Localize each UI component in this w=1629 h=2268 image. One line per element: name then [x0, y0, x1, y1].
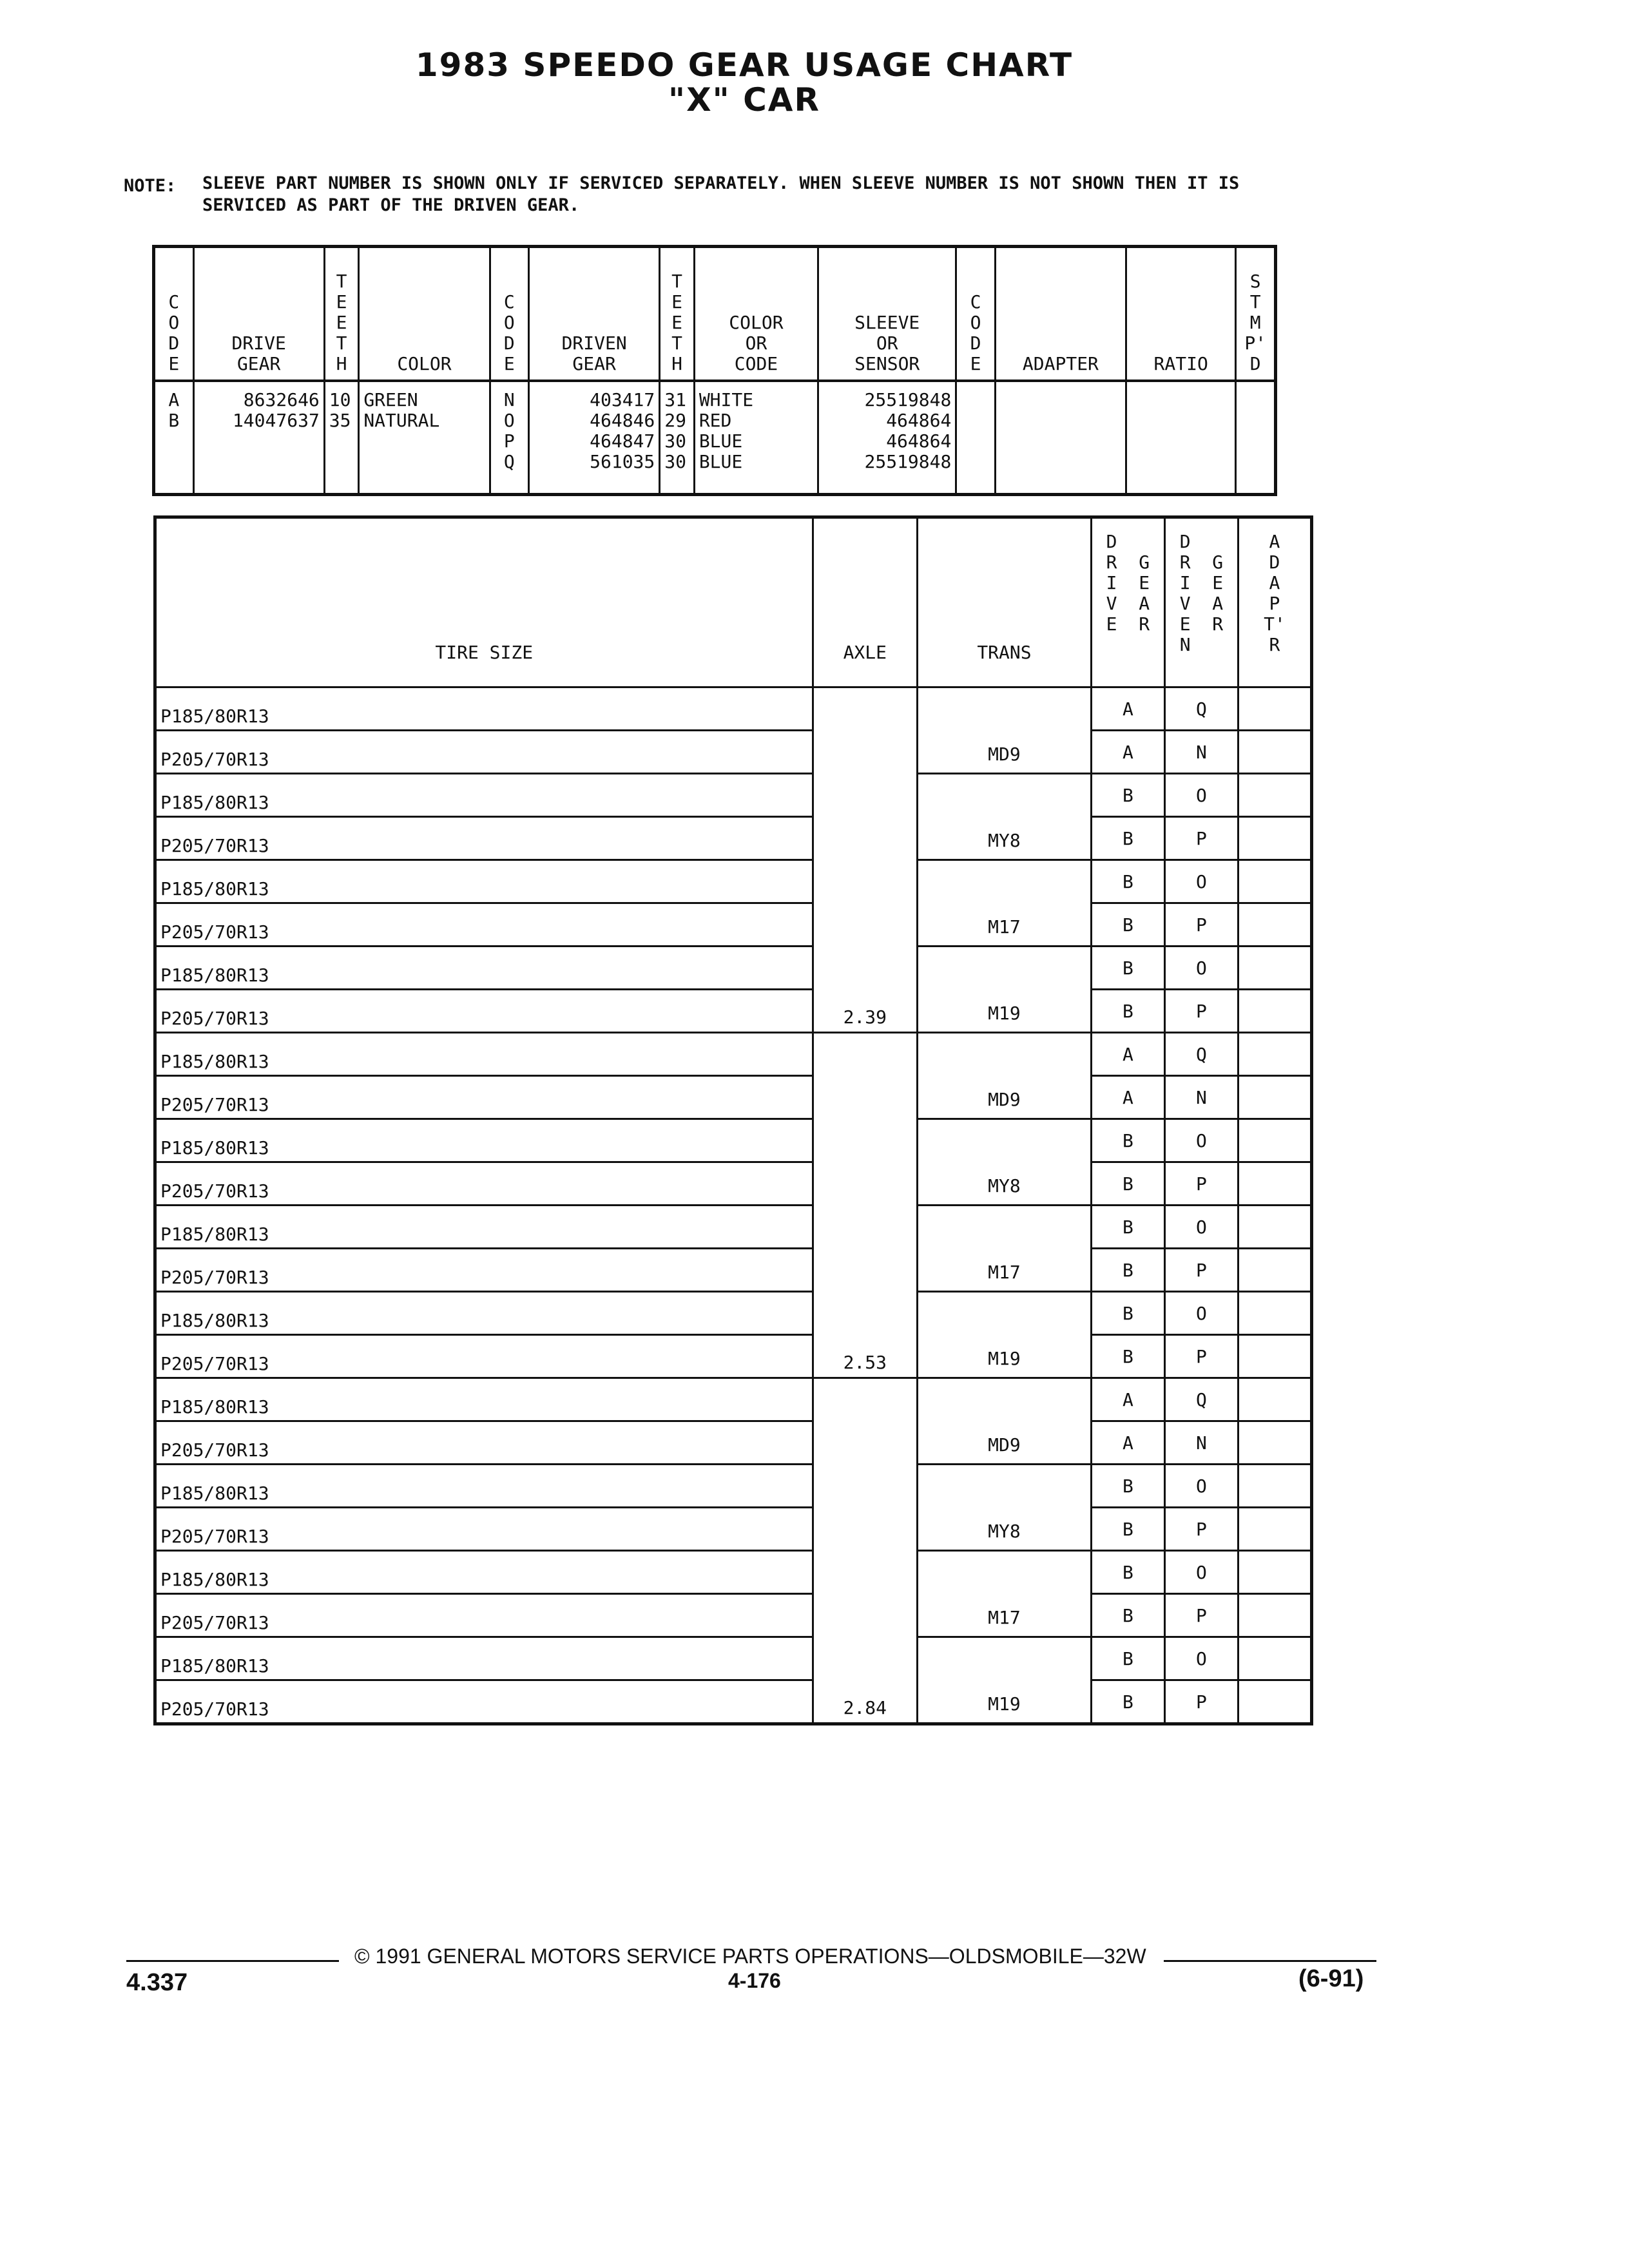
drive-gear-code-cell: B [1091, 1292, 1164, 1335]
tire-size-cell: P185/80R13 [155, 1206, 813, 1249]
line-item: T [336, 332, 347, 354]
line-item: 31 [664, 389, 686, 410]
gear-spec-body-row [154, 381, 1276, 495]
line-item: P' [1244, 332, 1267, 354]
tire-size-cell: P185/80R13 [155, 1465, 813, 1508]
line-item: O [503, 410, 515, 431]
code-3-cell [956, 381, 995, 495]
table-row [155, 1119, 1312, 1162]
line-item: R [1269, 634, 1280, 655]
line-item: CODE [734, 353, 778, 374]
table-row [155, 1206, 1312, 1249]
drive-gear-code-cell: B [1091, 1508, 1164, 1551]
line-item: OR [876, 332, 898, 354]
driven-gear-code-cell: P [1164, 817, 1238, 860]
table-row [155, 1378, 1312, 1421]
table-row [155, 903, 1312, 947]
line-item: E [168, 353, 180, 374]
header-sleeve-or-sensor [818, 247, 956, 381]
adapter-code-cell [1238, 1421, 1311, 1465]
trans-cell: M19 [918, 1637, 1092, 1724]
header-tire-size: TIRE SIZE [155, 517, 813, 687]
tire-size-cell: P205/70R13 [155, 731, 813, 774]
line-item: C [970, 291, 981, 312]
line-item: N [503, 389, 515, 410]
tire-size-cell: P205/70R13 [155, 990, 813, 1033]
adapter-code-cell [1238, 947, 1311, 990]
drive-gear-code-cell: B [1091, 1206, 1164, 1249]
drive-gear-code-cell: B [1091, 1594, 1164, 1637]
tire-size-cell: P185/80R13 [155, 1033, 813, 1076]
trans-cell: MD9 [918, 687, 1092, 774]
adapter-code-cell [1238, 817, 1311, 860]
trans-cell: MY8 [918, 1119, 1092, 1206]
driven-gear-code-cell: O [1164, 774, 1238, 817]
adapter-code-cell [1238, 1637, 1311, 1680]
page-subtitle: "X" CAR [668, 81, 820, 119]
trans-cell: MD9 [918, 1378, 1092, 1465]
header-ratio: RATIO [1126, 247, 1236, 381]
line-item: E [671, 312, 682, 333]
line-item: 29 [664, 410, 686, 431]
line-item: GEAR [572, 353, 616, 374]
driven-gear-code-cell: Q [1164, 1378, 1238, 1421]
drive-gear-code-cell: B [1091, 1551, 1164, 1594]
driven-teeth-cell [660, 381, 695, 495]
table-row [155, 1551, 1312, 1594]
drive-gear-code-cell: B [1091, 990, 1164, 1033]
line-item: GREEN [363, 389, 418, 410]
sleeves-cell [818, 381, 956, 495]
line-item: 25519848 [864, 389, 952, 410]
table-row [155, 1292, 1312, 1335]
line-item: R G [1179, 552, 1224, 573]
drive-gear-code-cell: B [1091, 1637, 1164, 1680]
driven-gear-code-cell: O [1164, 860, 1238, 903]
line-item: A [1269, 531, 1280, 552]
table-row [155, 1076, 1312, 1119]
driven-gear-code-cell: O [1164, 1465, 1238, 1508]
line-item: E [671, 291, 682, 312]
adapter-code-cell [1238, 1508, 1311, 1551]
line-item: D [1249, 353, 1261, 374]
header-drive-gear-code [1091, 517, 1164, 687]
header-axle: AXLE [813, 517, 918, 687]
adapter-code-cell [1238, 1594, 1311, 1637]
line-item: D [168, 332, 180, 354]
line-item: COLOR [729, 312, 784, 333]
line-item: E [970, 353, 981, 374]
driven-codes-cell [490, 381, 528, 495]
usage-table [153, 515, 1313, 1725]
line-item: E [336, 312, 347, 333]
trans-cell: MY8 [918, 774, 1092, 860]
adapter-code-cell [1238, 860, 1311, 903]
driven-gear-code-cell: P [1164, 1508, 1238, 1551]
note-label: NOTE: [124, 176, 177, 196]
tire-size-cell: P205/70R13 [155, 1335, 813, 1378]
table-row [155, 817, 1312, 860]
line-item: E [336, 291, 347, 312]
line-item: BLUE [699, 451, 743, 472]
gear-spec-table [152, 245, 1277, 496]
tire-size-cell: P205/70R13 [155, 1594, 813, 1637]
tire-size-cell: P205/70R13 [155, 1508, 813, 1551]
trans-cell: MD9 [918, 1033, 1092, 1119]
header-teeth-2 [660, 247, 695, 381]
line-item: WHITE [699, 389, 754, 410]
line-item: D [503, 332, 515, 354]
line-item: V A [1106, 593, 1150, 614]
table-row [155, 1033, 1312, 1076]
line-item: NATURAL [363, 410, 440, 431]
tire-size-cell: P205/70R13 [155, 1076, 813, 1119]
drive-gear-code-cell: B [1091, 947, 1164, 990]
table-row [155, 687, 1312, 731]
line-item: 464846 [590, 410, 655, 431]
tire-size-cell: P185/80R13 [155, 1637, 813, 1680]
note-line-1: SLEEVE PART NUMBER IS SHOWN ONLY IF SERVICED SEPARATELY. WHEN SLEEVE NUMBER IS NOT SHOWN THEN IT IS [202, 173, 1240, 193]
line-item: C [503, 291, 515, 312]
table-row [155, 1421, 1312, 1465]
line-item: P [503, 430, 515, 452]
line-item: DRIVEN [561, 332, 627, 354]
driven-gear-code-cell: O [1164, 1206, 1238, 1249]
drive-gear-code-cell: B [1091, 903, 1164, 947]
drive-gear-code-cell: B [1091, 1119, 1164, 1162]
line-item: 25519848 [864, 451, 952, 472]
table-row [155, 1508, 1312, 1551]
driven-gear-code-cell: P [1164, 1249, 1238, 1292]
drive-teeth-cell [324, 381, 359, 495]
driven-gears-cell [529, 381, 660, 495]
drive-gear-code-cell: A [1091, 731, 1164, 774]
header-code-1 [154, 247, 194, 381]
driven-colors-cell [694, 381, 818, 495]
table-row [155, 1162, 1312, 1206]
line-item: M [1249, 312, 1261, 333]
table-row [155, 947, 1312, 990]
line-item: 35 [329, 410, 351, 431]
header-color-or-code [694, 247, 818, 381]
header-color: COLOR [359, 247, 490, 381]
line-item: T [336, 271, 347, 292]
line-item: RED [699, 410, 732, 431]
drive-gear-code-cell: A [1091, 687, 1164, 731]
axle-cell: 2.39 [813, 687, 918, 1033]
table-row [155, 1335, 1312, 1378]
usage-header-row [155, 517, 1312, 687]
line-item: 10 [329, 389, 351, 410]
driven-gear-code-cell: P [1164, 1680, 1238, 1724]
footer-page-center: 4-176 [728, 1969, 781, 1992]
line-item: T [671, 332, 682, 354]
footer-page-left: 4.337 [126, 1969, 188, 1996]
adapter-code-cell [1238, 1465, 1311, 1508]
tire-size-cell: P185/80R13 [155, 1119, 813, 1162]
line-item: 403417 [590, 389, 655, 410]
driven-gear-code-cell: P [1164, 990, 1238, 1033]
driven-gear-code-cell: P [1164, 1335, 1238, 1378]
line-item: OR [745, 332, 767, 354]
line-item: T [671, 271, 682, 292]
trans-cell: M17 [918, 1551, 1092, 1637]
drive-gears-cell [193, 381, 324, 495]
header-adapter-code [1238, 517, 1311, 687]
tire-size-cell: P205/70R13 [155, 903, 813, 947]
line-item: DRIVE [231, 332, 286, 354]
adapter-code-cell [1238, 1378, 1311, 1421]
drive-gear-code-cell: A [1091, 1076, 1164, 1119]
line-item: N [1179, 634, 1224, 655]
driven-gear-code-cell: O [1164, 1119, 1238, 1162]
tire-size-cell: P205/70R13 [155, 1421, 813, 1465]
tire-size-cell: P185/80R13 [155, 860, 813, 903]
table-row [155, 1680, 1312, 1724]
line-item: V A [1179, 593, 1224, 614]
line-item: 30 [664, 430, 686, 452]
page-title: 1983 SPEEDO GEAR USAGE CHART [415, 46, 1074, 84]
table-row [155, 1465, 1312, 1508]
drive-gear-code-cell: B [1091, 1680, 1164, 1724]
driven-gear-code-cell: O [1164, 1637, 1238, 1680]
header-adapter: ADAPTER [995, 247, 1126, 381]
line-item: 464847 [590, 430, 655, 452]
adapter-code-cell [1238, 1119, 1311, 1162]
axle-cell: 2.84 [813, 1378, 918, 1724]
header-driven-gear-code [1164, 517, 1238, 687]
adapter-code-cell [1238, 903, 1311, 947]
footer-copyright: © 1991 GENERAL MOTORS SERVICE PARTS OPERATIONS—OLDSMOBILE—32W [354, 1945, 1146, 1968]
adapter-code-cell [1238, 1551, 1311, 1594]
trans-cell: M19 [918, 947, 1092, 1033]
line-item: P [1269, 593, 1280, 614]
trans-cell: M17 [918, 860, 1092, 947]
note-line-2: SERVICED AS PART OF THE DRIVEN GEAR. [202, 195, 580, 215]
line-item: O [970, 312, 981, 333]
line-item: A [168, 389, 180, 410]
line-item: B [168, 410, 180, 431]
line-item: T' [1264, 613, 1286, 635]
line-item: O [168, 312, 180, 333]
footer-rule-left [126, 1960, 339, 1962]
driven-gear-code-cell: Q [1164, 1033, 1238, 1076]
trans-cell: M17 [918, 1206, 1092, 1292]
adapter-code-cell [1238, 1680, 1311, 1724]
tire-size-cell: P205/70R13 [155, 1162, 813, 1206]
drive-gear-code-cell: B [1091, 774, 1164, 817]
table-row [155, 774, 1312, 817]
header-code-2 [490, 247, 528, 381]
drive-gear-code-cell: A [1091, 1378, 1164, 1421]
driven-gear-code-cell: O [1164, 1551, 1238, 1594]
adapter-code-cell [1238, 1249, 1311, 1292]
adapter-code-cell [1238, 774, 1311, 817]
header-stmpd [1236, 247, 1276, 381]
tire-size-cell: P185/80R13 [155, 774, 813, 817]
line-item: BLUE [699, 430, 743, 452]
line-item: GEAR [236, 353, 281, 374]
line-item: 30 [664, 451, 686, 472]
drive-gear-code-cell: B [1091, 1335, 1164, 1378]
driven-gear-code-cell: N [1164, 1421, 1238, 1465]
line-item: 464864 [886, 410, 952, 431]
line-item: SENSOR [854, 353, 920, 374]
table-row [155, 731, 1312, 774]
adapter-code-cell [1238, 1033, 1311, 1076]
adapter-code-cell [1238, 687, 1311, 731]
drive-gear-code-cell: B [1091, 817, 1164, 860]
tire-size-cell: P205/70R13 [155, 1680, 813, 1724]
line-item: D [1269, 552, 1280, 573]
header-trans: TRANS [918, 517, 1092, 687]
adapter-cell [995, 381, 1126, 495]
drive-gear-code-cell: B [1091, 860, 1164, 903]
line-item: E [503, 353, 515, 374]
line-item: A [1269, 572, 1280, 593]
driven-gear-code-cell: O [1164, 947, 1238, 990]
adapter-code-cell [1238, 1335, 1311, 1378]
drive-gear-code-cell: A [1091, 1033, 1164, 1076]
drive-gear-code-cell: B [1091, 1465, 1164, 1508]
header-teeth-1 [324, 247, 359, 381]
drive-gear-code-cell: B [1091, 1249, 1164, 1292]
tire-size-cell: P185/80R13 [155, 947, 813, 990]
tire-size-cell: P205/70R13 [155, 1249, 813, 1292]
driven-gear-code-cell: P [1164, 903, 1238, 947]
header-code-3 [956, 247, 995, 381]
line-item: R G [1106, 552, 1150, 573]
tire-size-cell: P185/80R13 [155, 1292, 813, 1335]
tire-size-cell: P185/80R13 [155, 687, 813, 731]
trans-cell: MY8 [918, 1465, 1092, 1551]
driven-gear-code-cell: O [1164, 1292, 1238, 1335]
drive-gear-code-cell: B [1091, 1162, 1164, 1206]
line-item: O [503, 312, 515, 333]
adapter-code-cell [1238, 1292, 1311, 1335]
line-item: 14047637 [232, 410, 320, 431]
line-item: D [1179, 531, 1224, 552]
line-item: D [970, 332, 981, 354]
line-item: T [1249, 291, 1261, 312]
drive-codes-cell [154, 381, 194, 495]
line-item: I E [1106, 572, 1150, 593]
axle-cell: 2.53 [813, 1033, 918, 1378]
line-item: SLEEVE [854, 312, 920, 333]
header-drive-gear [193, 247, 324, 381]
driven-gear-code-cell: P [1164, 1594, 1238, 1637]
table-row [155, 1637, 1312, 1680]
line-item: E R [1106, 613, 1150, 635]
driven-gear-code-cell: P [1164, 1162, 1238, 1206]
stmpd-cell [1236, 381, 1276, 495]
driven-gear-code-cell: Q [1164, 687, 1238, 731]
line-item: H [671, 353, 682, 374]
line-item: I E [1179, 572, 1224, 593]
footer-rule-right [1164, 1960, 1376, 1962]
adapter-code-cell [1238, 731, 1311, 774]
adapter-code-cell [1238, 1162, 1311, 1206]
adapter-code-cell [1238, 1206, 1311, 1249]
drive-gear-code-cell: A [1091, 1421, 1164, 1465]
table-row [155, 1249, 1312, 1292]
line-item: 561035 [590, 451, 655, 472]
line-item: 8632646 [243, 389, 320, 410]
table-row [155, 990, 1312, 1033]
driven-gear-code-cell: N [1164, 1076, 1238, 1119]
line-item: S [1249, 271, 1261, 292]
ratio-cell [1126, 381, 1236, 495]
table-row [155, 1594, 1312, 1637]
tire-size-cell: P185/80R13 [155, 1378, 813, 1421]
tire-size-cell: P185/80R13 [155, 1551, 813, 1594]
line-item: E R [1179, 613, 1224, 635]
line-item: Q [503, 451, 515, 472]
line-item: 464864 [886, 430, 952, 452]
line-item: H [336, 353, 347, 374]
drive-colors-cell [359, 381, 490, 495]
line-item: D [1106, 531, 1150, 552]
gear-spec-header-row [154, 247, 1276, 381]
adapter-code-cell [1238, 990, 1311, 1033]
header-driven-gear [529, 247, 660, 381]
driven-gear-code-cell: N [1164, 731, 1238, 774]
line-item: C [168, 291, 180, 312]
table-row [155, 860, 1312, 903]
tire-size-cell: P205/70R13 [155, 817, 813, 860]
adapter-code-cell [1238, 1076, 1311, 1119]
footer-page-right: (6-91) [1298, 1965, 1364, 1992]
trans-cell: M19 [918, 1292, 1092, 1378]
